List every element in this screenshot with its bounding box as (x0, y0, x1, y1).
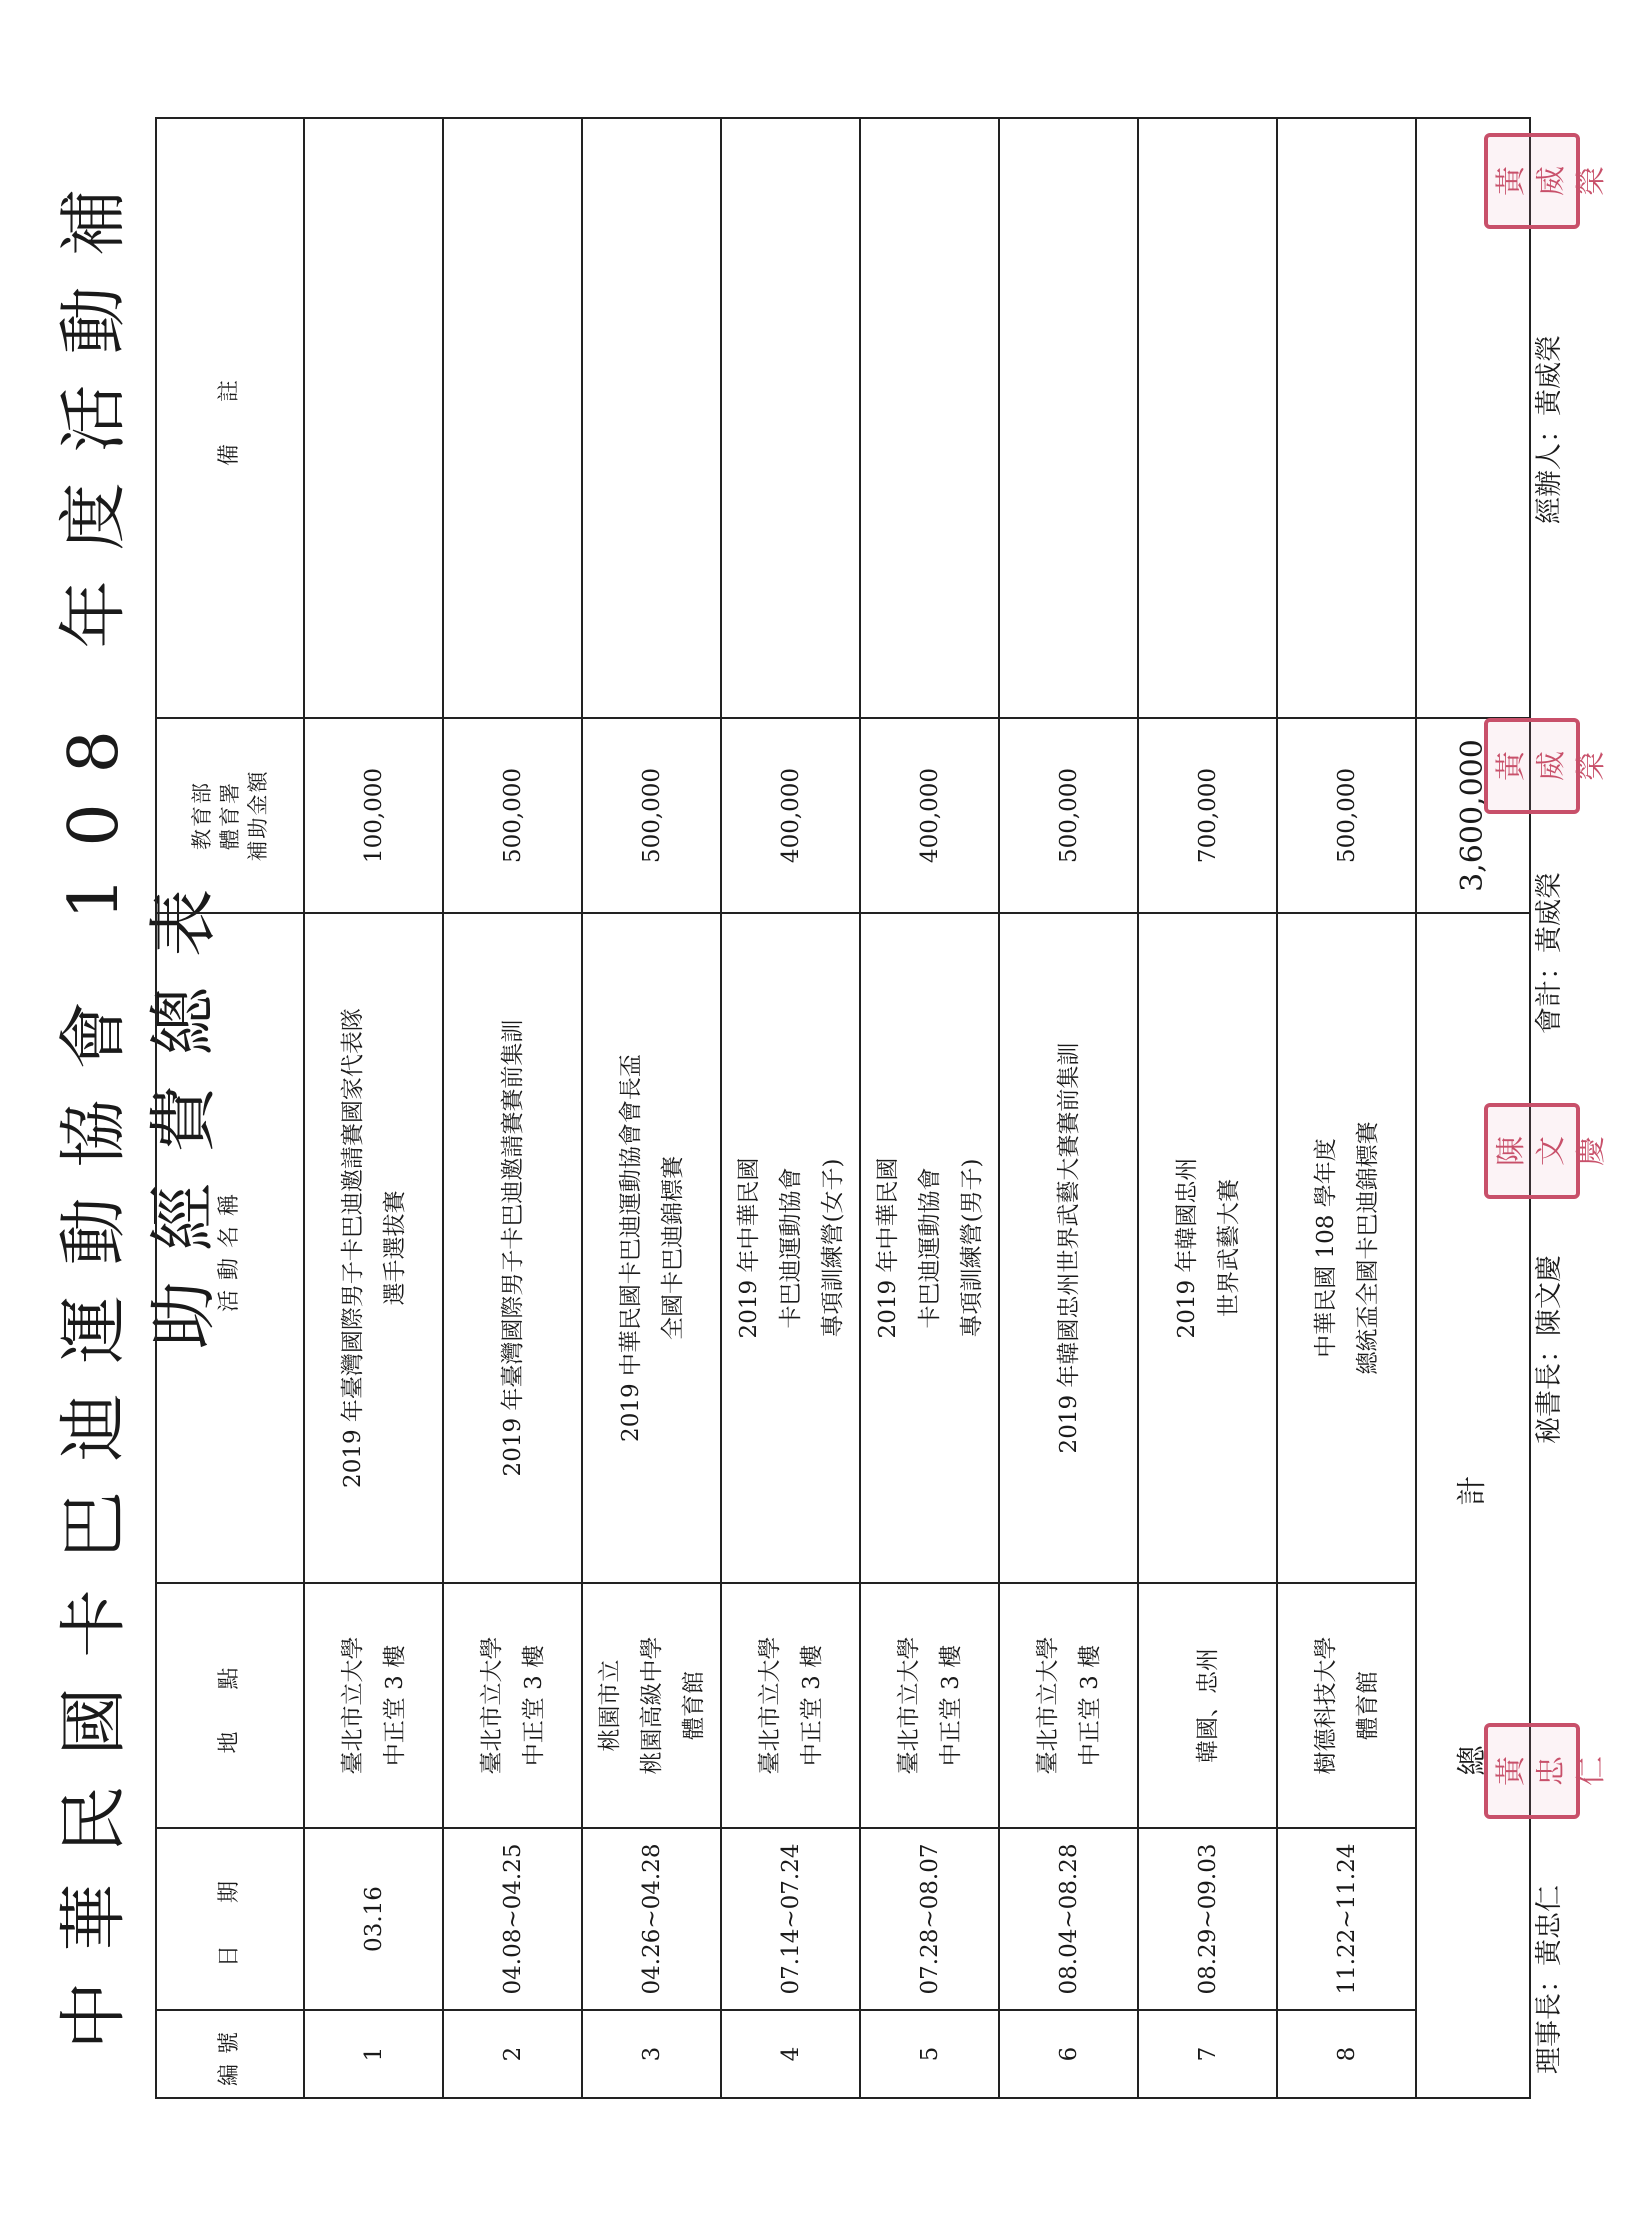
cell-activity-line: 中華民國 108 學年度 (1312, 1138, 1339, 1358)
cell-activity-line: 2019 年臺灣國際男子卡巴迪邀請賽賽前集訓 (499, 1019, 526, 1477)
cell-date: 11.22~11.24 (1277, 1828, 1416, 2010)
cell-amount: 400,000 (860, 718, 999, 913)
cell-location-line: 臺北市立大學 (895, 1636, 922, 1775)
budget-table (155, 117, 1531, 2099)
cell-remark (860, 118, 999, 718)
cell-activity-line: 專項訓練營(男子) (958, 1158, 985, 1338)
cell-location (582, 1583, 721, 1828)
chairman-signature: 理事長：黃忠仁 (1534, 1885, 1565, 2074)
accountant-seal: 黃 威 榮 (1484, 718, 1580, 814)
table-row (1138, 118, 1277, 2098)
cell-location (304, 1583, 443, 1828)
cell-activity (860, 913, 999, 1583)
cell-date: 07.28~08.07 (860, 1828, 999, 2010)
cell-remark (582, 118, 721, 718)
cell-no: 4 (721, 2010, 860, 2098)
header-location: 地 點 (156, 1583, 304, 1828)
table-row (304, 118, 443, 2098)
cell-location-line: 桃園市立 (596, 1659, 623, 1752)
cell-amount: 400,000 (721, 718, 860, 913)
cell-location (1138, 1583, 1277, 1828)
cell-location-line: 韓國、忠州 (1194, 1648, 1221, 1763)
cell-date: 04.08~04.25 (443, 1828, 582, 2010)
cell-activity-line: 2019 年中華民國 (735, 1157, 762, 1339)
cell-remark (721, 118, 860, 718)
cell-no: 1 (304, 2010, 443, 2098)
header-amount-line: 體育署 (218, 781, 242, 850)
cell-no: 2 (443, 2010, 582, 2098)
cell-location-line: 臺北市立大學 (756, 1636, 783, 1775)
handler-signature: 經辦人：黃威榮 (1534, 335, 1565, 524)
header-remark: 備 註 (156, 118, 304, 718)
cell-amount: 500,000 (999, 718, 1138, 913)
cell-remark (1138, 118, 1277, 718)
cell-location (721, 1583, 860, 1828)
cell-location-line: 中正堂 3 樓 (381, 1644, 408, 1767)
header-amount (156, 718, 304, 913)
header-no: 編號 (156, 2010, 304, 2098)
cell-activity-line: 世界武藝大賽 (1215, 1179, 1242, 1317)
cell-remark (1277, 118, 1416, 718)
cell-date: 07.14~07.24 (721, 1828, 860, 2010)
table-header-row (156, 118, 304, 2098)
cell-location-line: 臺北市立大學 (478, 1636, 505, 1775)
cell-amount: 700,000 (1138, 718, 1277, 913)
cell-activity-line: 專項訓練營(女子) (819, 1158, 846, 1338)
cell-activity-line: 卡巴迪運動協會 (916, 1167, 943, 1329)
cell-activity (1138, 913, 1277, 1583)
total-amount: 3,600,000 (1416, 718, 1530, 913)
header-activity: 活動名稱 (156, 913, 304, 1583)
header-date: 日 期 (156, 1828, 304, 2010)
cell-location-line: 中正堂 3 樓 (937, 1644, 964, 1767)
cell-activity (582, 913, 721, 1583)
cell-location-line: 體育館 (1354, 1671, 1381, 1740)
table-row (443, 118, 582, 2098)
cell-activity-line: 2019 年韓國忠州 (1173, 1157, 1200, 1339)
cell-location-line: 桃園高級中學 (638, 1636, 665, 1775)
cell-location (1277, 1583, 1416, 1828)
cell-location-line: 臺北市立大學 (1034, 1636, 1061, 1775)
cell-activity-line: 總統盃全國卡巴迪錦標賽 (1354, 1121, 1381, 1375)
header-amount-line: 教育部 (190, 781, 214, 850)
cell-remark (999, 118, 1138, 718)
cell-amount: 500,000 (1277, 718, 1416, 913)
cell-location-line: 中正堂 3 樓 (798, 1644, 825, 1767)
cell-location (443, 1583, 582, 1828)
cell-activity-line: 卡巴迪運動協會 (777, 1167, 804, 1329)
table-row (1277, 118, 1416, 2098)
cell-location (999, 1583, 1138, 1828)
cell-activity (999, 913, 1138, 1583)
header-amount-line: 補助金額 (246, 769, 270, 862)
accountant-signature: 會計：黃威榮 (1534, 872, 1565, 1034)
cell-remark (443, 118, 582, 718)
cell-activity-line: 選手選拔賽 (381, 1190, 408, 1306)
total-label: 總計 (1416, 913, 1530, 2098)
cell-activity (443, 913, 582, 1583)
cell-location-line: 臺北市立大學 (339, 1636, 366, 1775)
cell-activity-line: 2019 中華民國卡巴迪運動協會會長盃 (617, 1054, 644, 1442)
chairman-seal: 黃 忠 仁 (1484, 1723, 1580, 1819)
cell-no: 3 (582, 2010, 721, 2098)
cell-activity (1277, 913, 1416, 1583)
secretary-seal: 陳 文 慶 (1484, 1103, 1580, 1199)
table-row (860, 118, 999, 2098)
cell-remark (304, 118, 443, 718)
cell-date: 08.29~09.03 (1138, 1828, 1277, 2010)
cell-activity-line: 2019 年臺灣國際男子卡巴迪邀請賽國家代表隊 (339, 1008, 366, 1488)
cell-amount: 500,000 (443, 718, 582, 913)
signature-block (1470, 124, 1620, 2084)
cell-activity-line: 全國卡巴迪錦標賽 (659, 1156, 686, 1340)
cell-location (860, 1583, 999, 1828)
secretary-signature: 秘書長：陳文慶 (1534, 1255, 1565, 1444)
cell-location-line: 體育館 (680, 1671, 707, 1740)
handler-seal: 黃 威 榮 (1484, 133, 1580, 229)
table-row (999, 118, 1138, 2098)
table-row (582, 118, 721, 2098)
cell-no: 7 (1138, 2010, 1277, 2098)
cell-location-line: 中正堂 3 樓 (520, 1644, 547, 1767)
document-title: 中華民國卡巴迪運動協會 108 年度活動補助經費總表 (55, 158, 224, 2050)
cell-no: 8 (1277, 2010, 1416, 2098)
cell-no: 5 (860, 2010, 999, 2098)
cell-activity (721, 913, 860, 1583)
table-row (721, 118, 860, 2098)
cell-amount: 100,000 (304, 718, 443, 913)
cell-amount: 500,000 (582, 718, 721, 913)
cell-location-line: 中正堂 3 樓 (1076, 1644, 1103, 1767)
cell-location-line: 樹德科技大學 (1312, 1636, 1339, 1775)
cell-activity-line: 2019 年中華民國 (874, 1157, 901, 1339)
cell-no: 6 (999, 2010, 1138, 2098)
cell-activity (304, 913, 443, 1583)
cell-date: 04.26~04.28 (582, 1828, 721, 2010)
cell-date: 08.04~08.28 (999, 1828, 1138, 2010)
cell-date: 03.16 (304, 1828, 443, 2010)
cell-activity-line: 2019 年韓國忠州世界武藝大賽賽前集訓 (1055, 1042, 1082, 1454)
